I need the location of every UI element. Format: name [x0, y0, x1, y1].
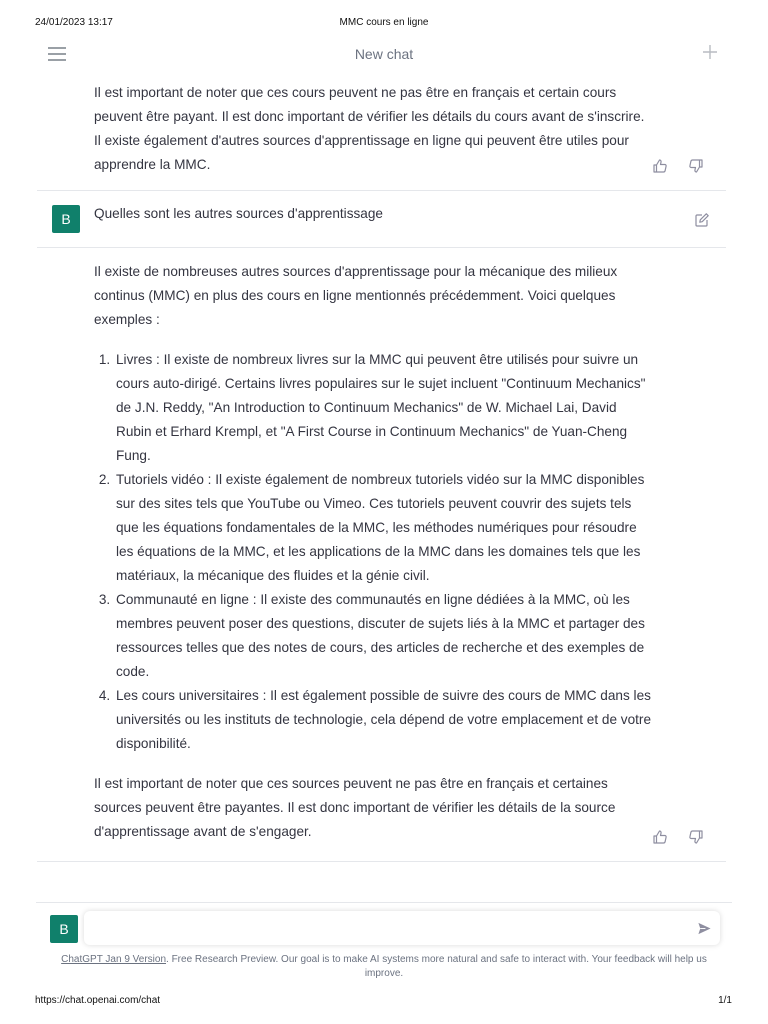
sources-list	[94, 348, 654, 756]
list-item: 3. Communauté en ligne : Il existe des communautés en ligne dédiées à la MMC, où les membres peuvent poser des questions, discuter de sujets liés à la MMC et partager des ressources telles que des notes de cours, des articles de recherche et des exemples de code.	[114, 588, 654, 684]
thumbs-down-icon[interactable]	[688, 158, 704, 174]
send-icon[interactable]	[697, 921, 712, 936]
print-footer	[0, 995, 768, 1009]
assistant-outro: Il est important de noter que ces sources peuvent ne pas être en français et certaines sources peuvent être payantes. Il est donc important de vérifier les détails de la source d'apprentissage avant de s'engager.	[94, 776, 616, 839]
disclaimer-text: . Free Research Preview. Our goal is to make AI systems more natural and safe to interact with. Your feedback will help us improve.	[166, 954, 707, 979]
chat-input[interactable]	[84, 911, 688, 945]
print-url: https://chat.openai.com/chat	[35, 995, 161, 1006]
thumbs-up-icon[interactable]	[652, 158, 668, 174]
plus-icon[interactable]	[702, 44, 718, 60]
user-avatar: B	[50, 915, 78, 943]
print-page-number: 1/1	[718, 995, 732, 1006]
chat-title: New chat	[354, 46, 414, 62]
print-datetime: 24/01/2023 13:17	[35, 17, 113, 28]
assistant-message	[94, 260, 654, 844]
feedback-controls	[652, 158, 712, 176]
assistant-intro: Il existe de nombreuses autres sources d'apprentissage pour la mécanique des milieux continus (MMC) en plus des cours en ligne mentionnés précédemment. Voici quelques exemples :	[94, 264, 618, 327]
user-message-text: Quelles sont les autres sources d'apprentissage	[94, 206, 383, 221]
chat-input-box	[84, 911, 720, 945]
list-item: 4. Les cours universitaires : Il est également possible de suivre des cours de MMC dans les universités ou les instituts de technologie, cela dépend de votre emplacement et de votre disponibilité.	[114, 684, 654, 756]
print-doc-title: MMC cours en ligne	[339, 17, 429, 28]
topbar	[36, 40, 732, 70]
feedback-controls	[652, 829, 712, 847]
assistant-paragraph: Il est important de noter que ces cours peuvent ne pas être en français et certain cours peuvent être payant. Il est donc important de vérifier les détails du cours avant de s'inscrire. Il existe également d'autres sources d'apprentissage en ligne qui peuvent être utiles pour apprendre la MMC.	[94, 85, 645, 172]
disclaimer	[54, 953, 714, 981]
input-area	[36, 902, 732, 953]
version-link[interactable]: ChatGPT Jan 9 Version	[61, 954, 167, 965]
list-item: 1. Livres : Il existe de nombreux livres sur la MMC qui peuvent être utilisés pour suivre un cours auto-dirigé. Certains livres populaires sur le sujet incluent "Continuum Mechanics" de J.N. Reddy, "An Introduction to Continuum Mechanics" de W. Michael Lai, David Rubin et Erhard Krempl, et "A First Course in Continuum Mechanics" de Yuan-Cheng Fung.	[114, 348, 654, 468]
print-header	[0, 17, 768, 31]
list-item: 2. Tutoriels vidéo : Il existe également de nombreux tutoriels vidéo sur la MMC disponibles sur des sites tels que YouTube ou Vimeo. Ces tutoriels peuvent couvrir des sujets tels que les équations fondamentales de la MMC, les méthodes numériques pour résoudre les équations de la MMC, et les applications de la MMC dans les domaines tels que les matériaux, la mécanique des fluides et la génie civil.	[114, 468, 654, 588]
assistant-message-previous	[94, 81, 654, 177]
divider	[37, 247, 726, 248]
divider	[37, 190, 726, 191]
divider	[37, 861, 726, 862]
thumbs-up-icon[interactable]	[652, 829, 668, 845]
edit-icon[interactable]	[694, 212, 710, 228]
thumbs-down-icon[interactable]	[688, 829, 704, 845]
user-message	[36, 192, 732, 247]
user-avatar: B	[52, 205, 80, 233]
